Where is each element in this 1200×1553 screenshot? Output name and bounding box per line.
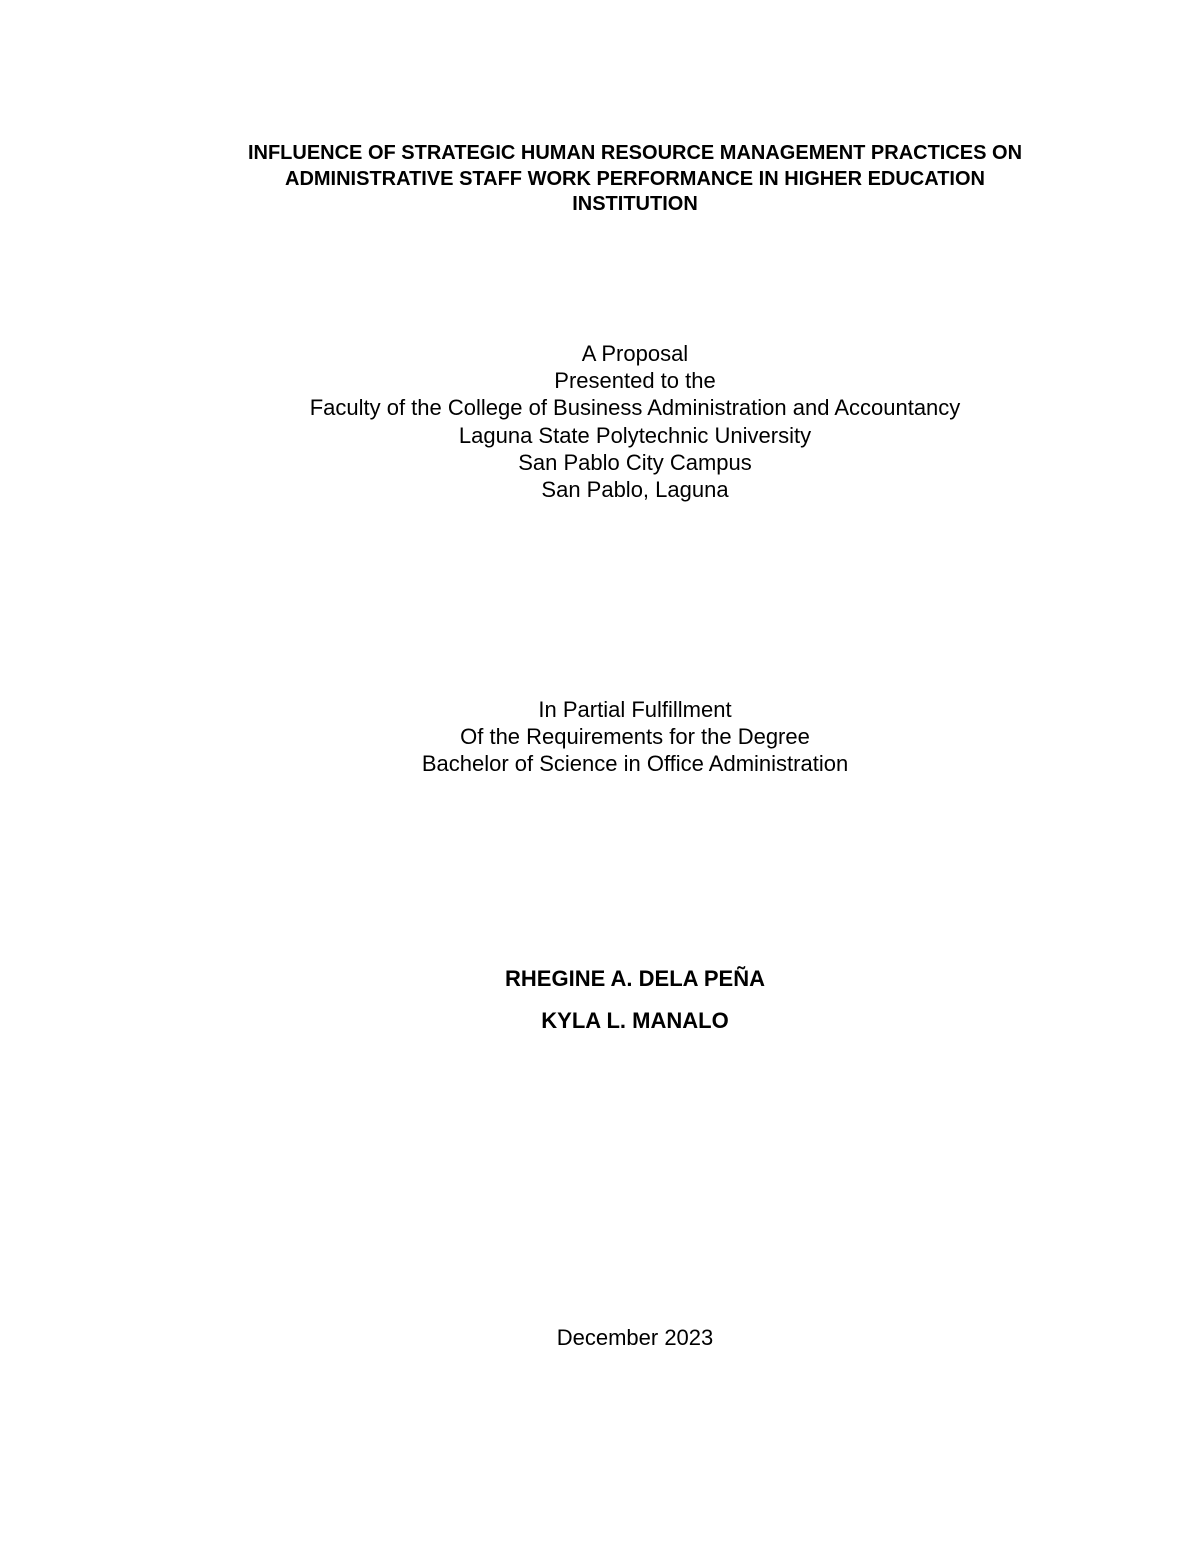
proposal-line: Faculty of the College of Business Administration and Accountancy (309, 395, 961, 421)
proposal-line: San Pablo City Campus (518, 449, 752, 475)
proposal-statement (85, 340, 1185, 503)
proposal-line: Laguna State Polytechnic University (458, 422, 812, 448)
title-line: ADMINISTRATIVE STAFF WORK PERFORMANCE IN HIGHER EDUCATION (285, 167, 985, 190)
fulfillment-line: Bachelor of Science in Office Administration (421, 751, 849, 777)
submission-date (85, 1324, 1185, 1351)
title-line: INFLUENCE OF STRATEGIC HUMAN RESOURCE MANAGEMENT PRACTICES ON (247, 142, 1023, 164)
fulfillment-line: Of the Requirements for the Degree (460, 724, 810, 750)
author-name: KYLA L. MANALO (541, 1008, 729, 1033)
proposal-line: A Proposal (581, 341, 689, 366)
fulfillment-line: In Partial Fulfillment (538, 697, 732, 722)
author-name: RHEGINE A. DELA PEÑA (505, 966, 765, 991)
proposal-line: Presented to the (554, 368, 716, 394)
proposal-line: San Pablo, Laguna (541, 477, 729, 503)
author-list (85, 958, 1185, 1042)
thesis-title (85, 141, 1185, 218)
date-text: December 2023 (556, 1325, 714, 1350)
title-line: INSTITUTION (572, 193, 698, 215)
degree-requirement (85, 696, 1185, 778)
